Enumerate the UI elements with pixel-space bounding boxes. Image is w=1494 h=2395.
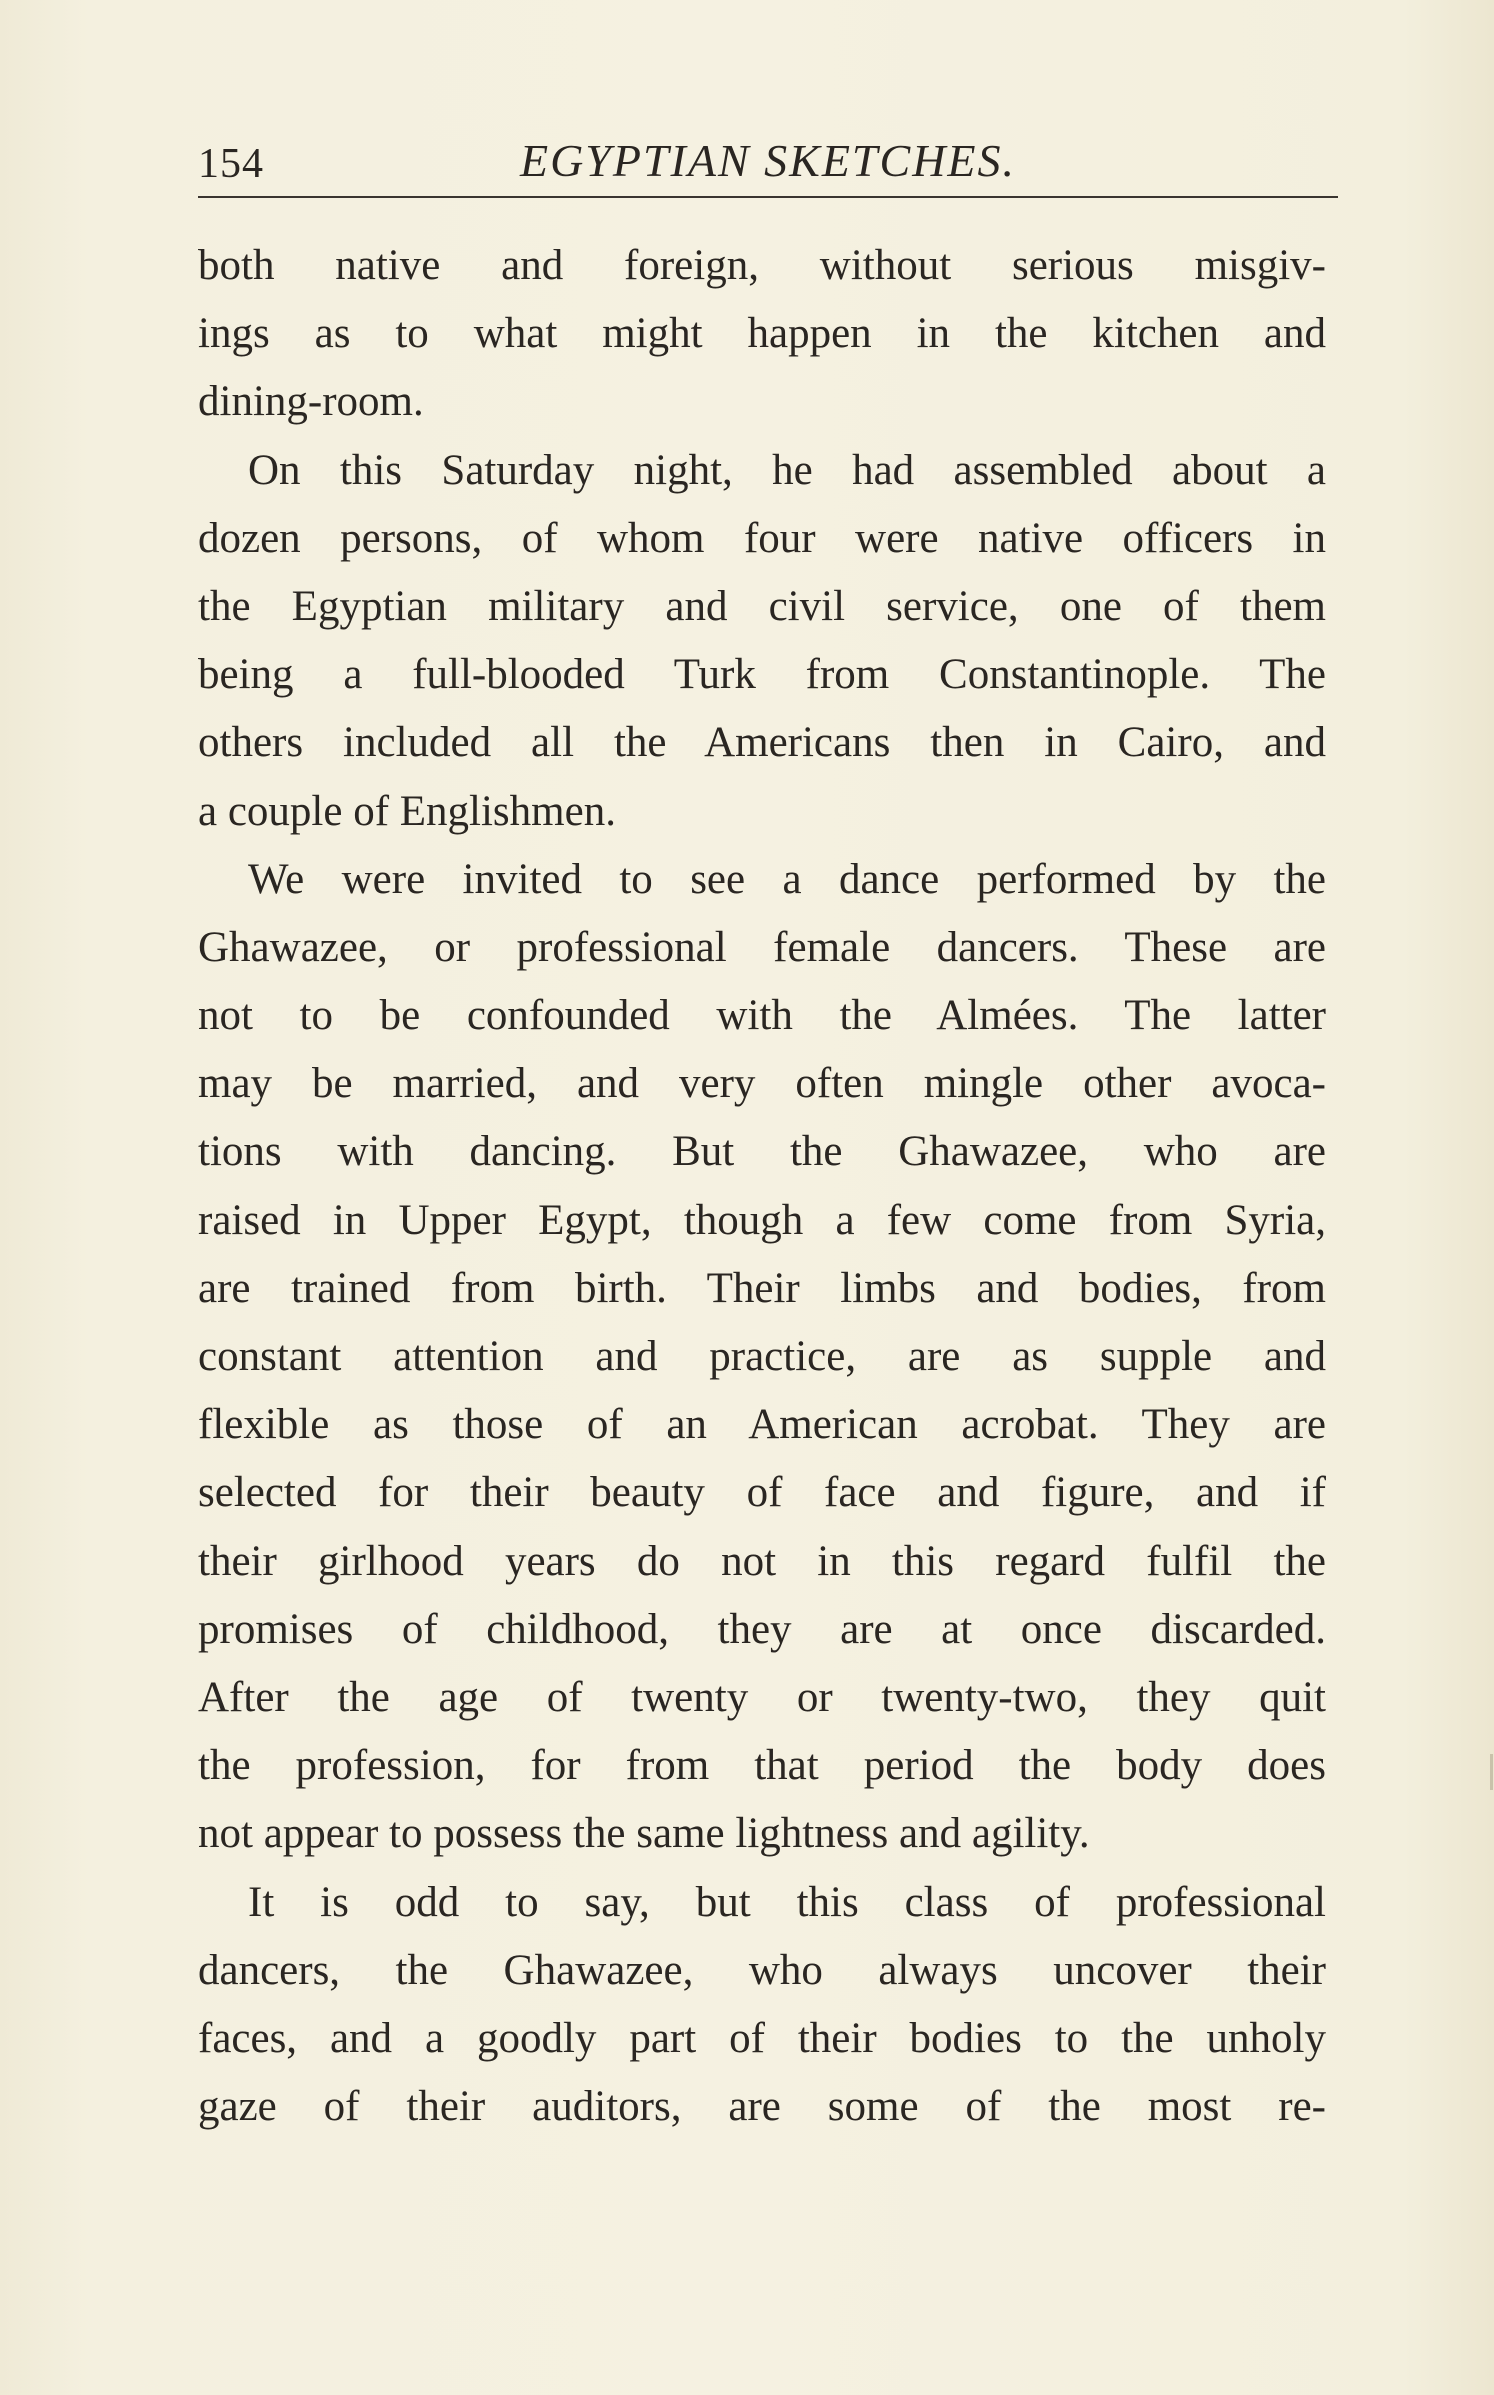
text-line: being a full-blooded Turk from Constantinople. The — [198, 651, 1326, 699]
paragraph-start-line: It is odd to say, but this class of professional — [248, 1878, 1326, 1926]
paragraph-start-line: On this Saturday night, he had assembled about a — [248, 446, 1326, 494]
text-line: are trained from birth. Their limbs and bodies, from — [198, 1264, 1326, 1312]
body-text — [198, 232, 1326, 2141]
text-line: promises of childhood, they are at once discarded. — [198, 1605, 1326, 1653]
text-line: the Egyptian military and civil service, one of them — [198, 582, 1326, 630]
text-line: gaze of their auditors, are some of the most re- — [198, 2083, 1326, 2131]
text-line: ings as to what might happen in the kitchen and — [198, 310, 1326, 358]
text-line: tions with dancing. But the Ghawazee, who are — [198, 1128, 1326, 1176]
text-line: selected for their beauty of face and figure, and if — [198, 1469, 1326, 1517]
text-line: dining-room. — [198, 378, 424, 426]
page-number: 154 — [198, 141, 264, 187]
text-line: Ghawazee, or professional female dancers. These are — [198, 923, 1326, 971]
text-line: the profession, for from that period the body does — [198, 1742, 1326, 1790]
page-edge-mark — [1490, 1754, 1493, 1790]
text-line: flexible as those of an American acrobat. They are — [198, 1401, 1326, 1449]
text-line: not to be confounded with the Almées. The latter — [198, 992, 1326, 1040]
text-line: not appear to possess the same lightness and agility. — [198, 1810, 1090, 1858]
text-line: faces, and a goodly part of their bodies to the unholy — [198, 2014, 1326, 2062]
paragraph-start-line: We were invited to see a dance performed by the — [248, 855, 1326, 903]
text-line: others included all the Americans then in Cairo, and — [198, 719, 1326, 767]
text-line: may be married, and very often mingle other avoca- — [198, 1060, 1326, 1108]
text-line: After the age of twenty or twenty-two, they quit — [198, 1673, 1326, 1721]
text-line: dozen persons, of whom four were native officers in — [198, 514, 1326, 562]
text-line: their girlhood years do not in this regard fulfil the — [198, 1537, 1326, 1585]
text-line: dancers, the Ghawazee, who always uncover their — [198, 1946, 1326, 1994]
text-line: both native and foreign, without serious misgiv- — [198, 242, 1326, 289]
text-line: a couple of Englishmen. — [198, 787, 616, 835]
header-rule — [198, 196, 1338, 198]
text-line: raised in Upper Egypt, though a few come from Syria, — [198, 1196, 1326, 1244]
running-head — [198, 134, 1338, 194]
running-title: EGYPTIAN SKETCHES. — [519, 135, 1017, 186]
text-line: constant attention and practice, are as supple and — [198, 1333, 1326, 1380]
